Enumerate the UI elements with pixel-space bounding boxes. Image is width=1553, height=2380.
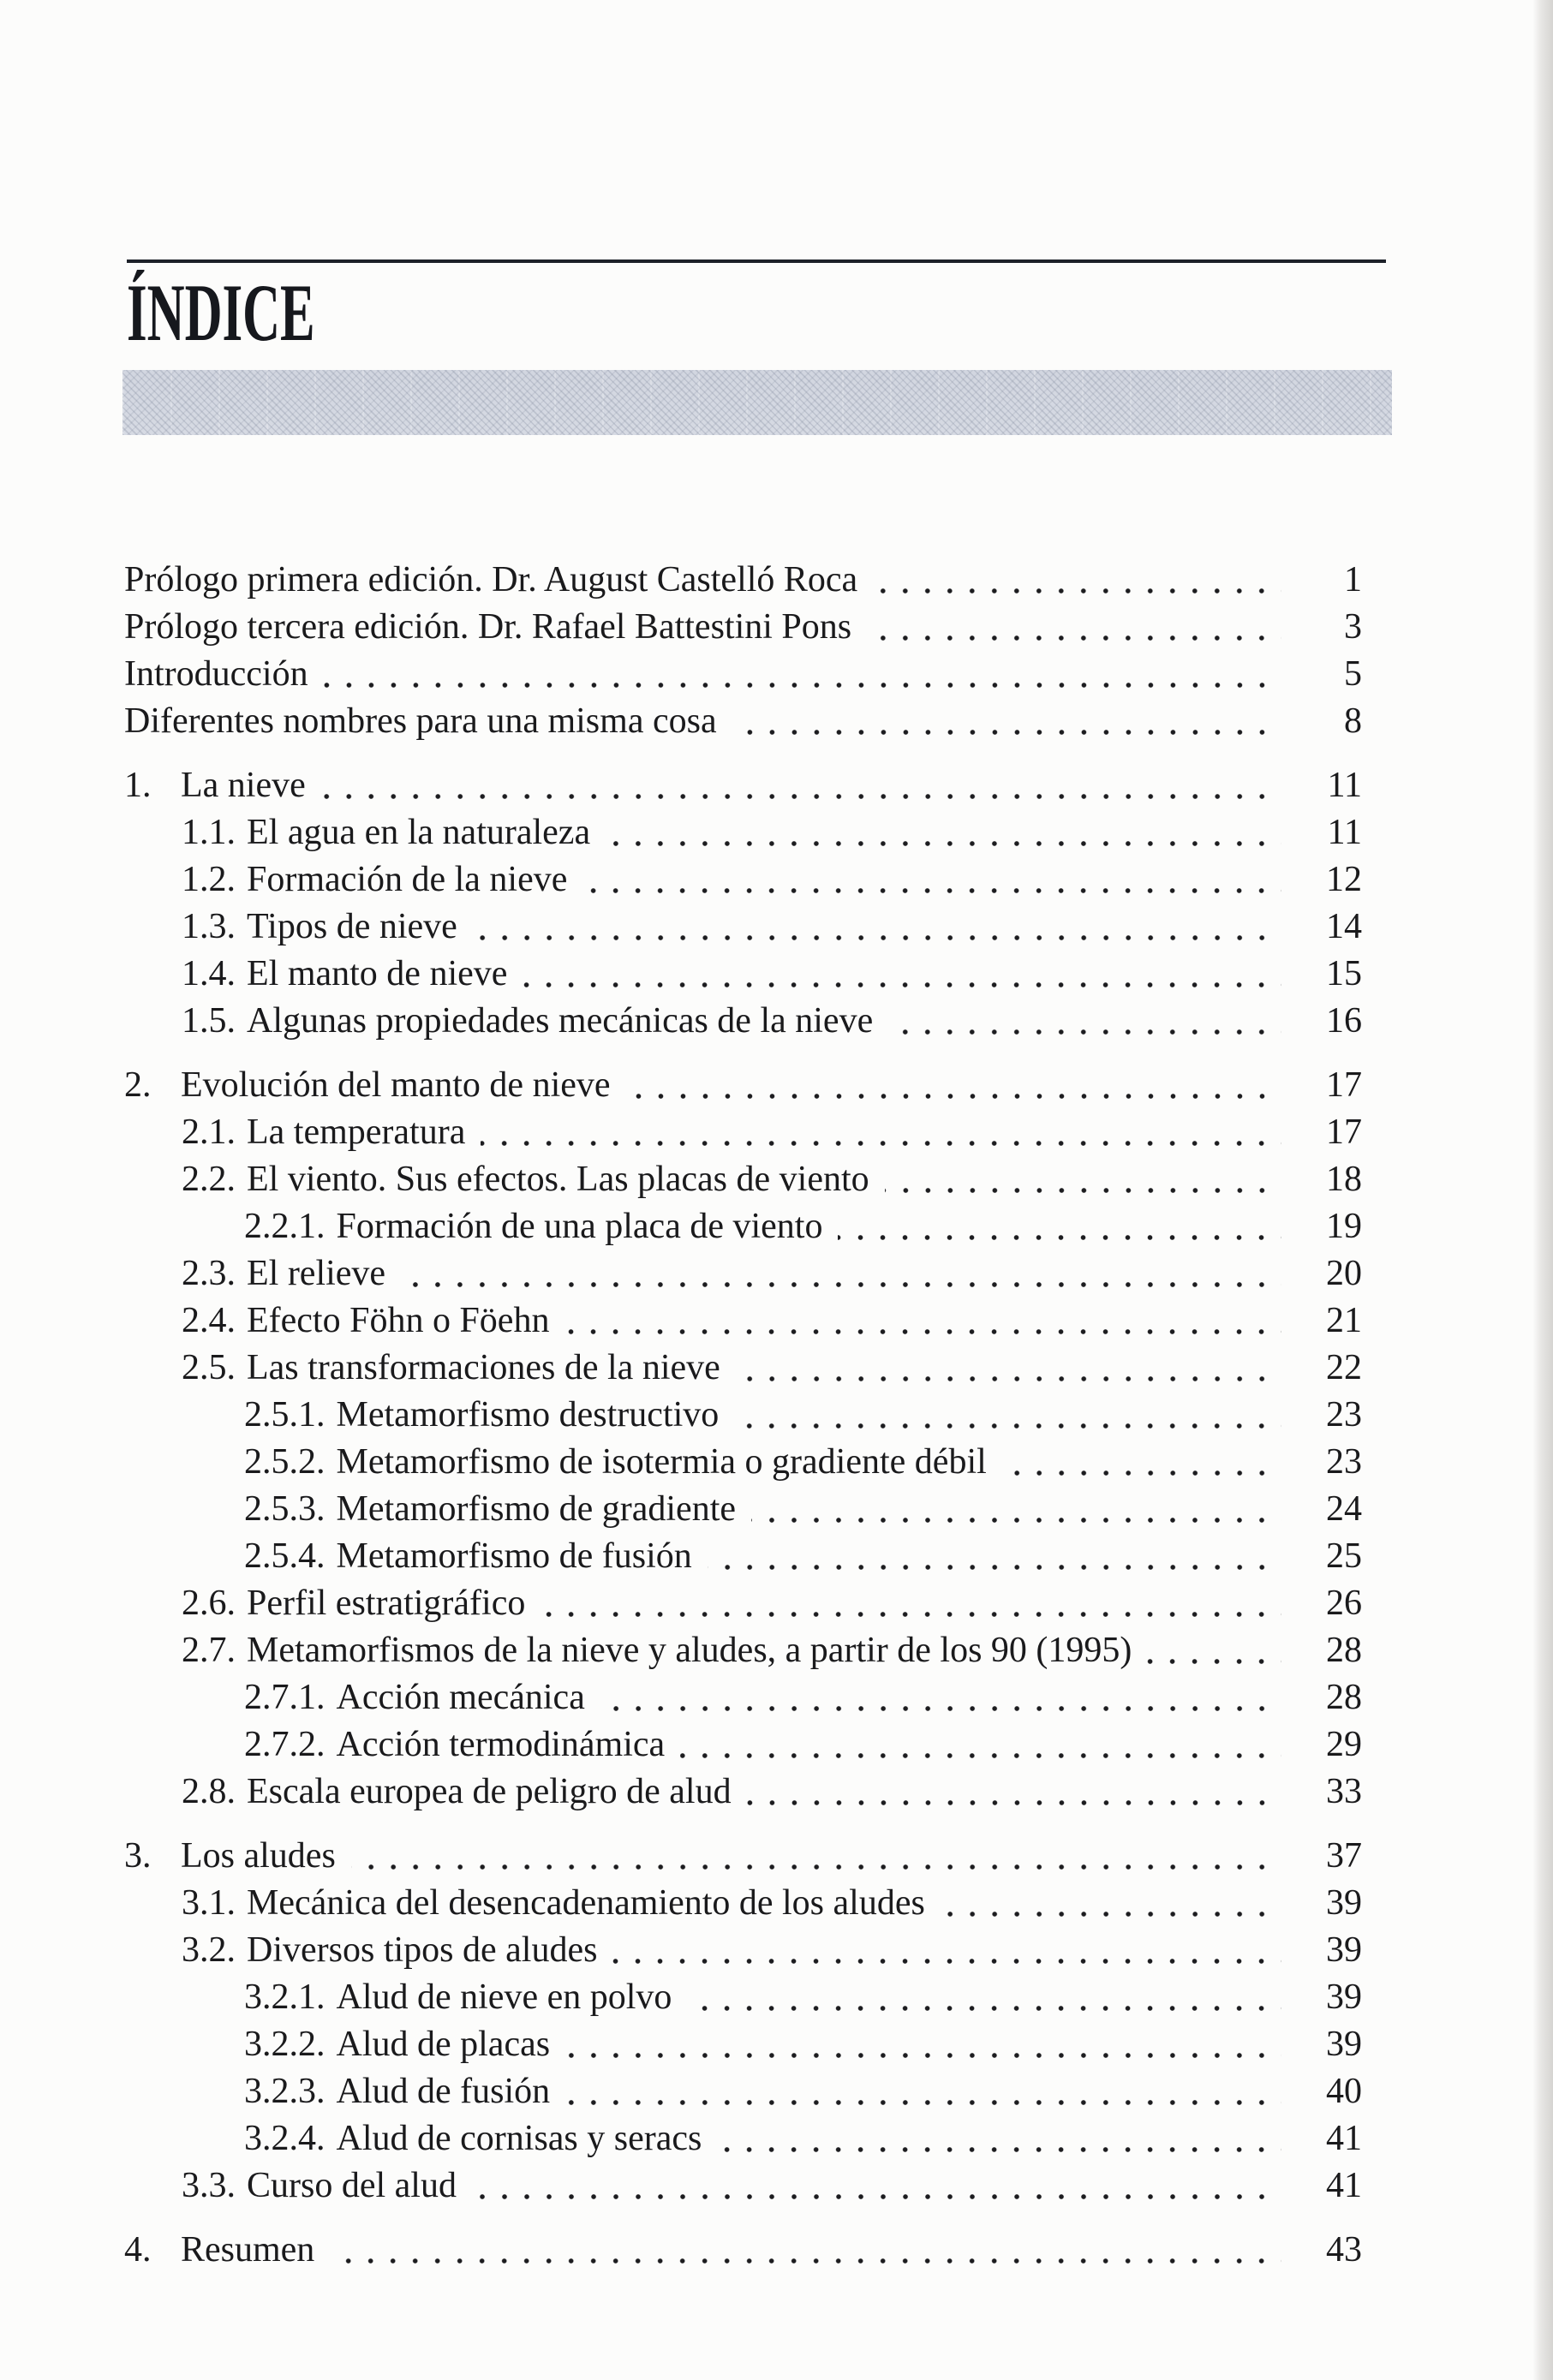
entry-title: Prólogo tercera edición. Dr. Rafael Battestini Pons (124, 607, 852, 647)
dot-leader (481, 1141, 1281, 1146)
dot-leader (330, 2258, 1281, 2264)
entry-number: 2.8. (182, 1772, 236, 1811)
entry-title: Las transformaciones de la nieve (247, 1348, 720, 1387)
entry-number: 3.2.4. (244, 2119, 326, 2158)
dot-leader (582, 888, 1281, 893)
toc-entry (124, 1927, 1362, 1974)
toc-entry (124, 1880, 1362, 1927)
entry-number: 1.4. (182, 954, 236, 993)
entry-title: La nieve (181, 766, 306, 805)
entry-number: 3.1. (182, 1883, 236, 1923)
page-number: 11 (1327, 813, 1362, 852)
entry-number: 2.2. (182, 1160, 236, 1199)
toc-entry (124, 1062, 1362, 1109)
page-number: 21 (1326, 1301, 1362, 1340)
page-number: 17 (1326, 1065, 1362, 1105)
toc-entry (124, 904, 1362, 951)
toc-entry (124, 1297, 1362, 1345)
entry-title: Alud de cornisas y seracs (336, 2119, 702, 2158)
page-number: 12 (1326, 860, 1362, 899)
entry-title: Curso del alud (247, 2166, 457, 2205)
entry-title: Resumen (181, 2230, 315, 2270)
entry-number: 2.5. (182, 1348, 236, 1387)
dot-leader (351, 1864, 1281, 1870)
entry-title: Formación de la nieve (247, 860, 568, 899)
page-number: 39 (1326, 1930, 1362, 1970)
page-number: 25 (1326, 1536, 1362, 1576)
entry-number: 2.1. (182, 1112, 236, 1152)
toc-entry (124, 1250, 1362, 1297)
page-number: 20 (1326, 1254, 1362, 1293)
entry-number: 3.2.2. (244, 2025, 326, 2064)
dot-leader (1147, 1659, 1281, 1664)
entry-title: Escala europea de peligro de alud (247, 1772, 732, 1811)
page-number: 15 (1326, 954, 1362, 993)
dot-leader (717, 2147, 1281, 2152)
page-number: 43 (1326, 2230, 1362, 2270)
page-number: 29 (1326, 1725, 1362, 1764)
dot-leader (600, 1706, 1281, 1711)
entry-number: 2.6. (182, 1584, 236, 1623)
entry-number: 2.7.1. (244, 1678, 326, 1717)
entry-number: 2.5.3. (244, 1489, 326, 1529)
entry-number: 2.5.4. (244, 1536, 326, 1576)
entry-number: 1.1. (182, 813, 236, 852)
dot-leader (606, 841, 1281, 846)
toc-entry (124, 2162, 1362, 2210)
page-number: 28 (1326, 1631, 1362, 1670)
scan-edge-shadow (1532, 0, 1553, 2380)
entry-title: Metamorfismo de isotermia o gradiente débil (336, 1442, 987, 1482)
dot-leader (888, 1029, 1281, 1035)
page-number: 28 (1326, 1678, 1362, 1717)
entry-title: Alud de nieve en polvo (336, 1977, 672, 2017)
page-title: ÍNDICE (127, 267, 315, 358)
toc-entry (124, 604, 1362, 651)
toc-entry (124, 698, 1362, 745)
toc-entry (124, 1627, 1362, 1674)
entry-number: 3. (124, 1836, 152, 1876)
toc-entry (124, 2068, 1362, 2115)
toc-entry (124, 1674, 1362, 1721)
dot-leader (941, 1912, 1281, 1917)
toc-entry (124, 2227, 1362, 2274)
page-number: 17 (1326, 1112, 1362, 1152)
dot-leader (565, 2100, 1281, 2105)
page-number: 1 (1344, 560, 1362, 599)
dot-leader (626, 1094, 1281, 1099)
page-number: 41 (1326, 2166, 1362, 2205)
dot-leader (472, 2194, 1281, 2199)
table-of-contents (124, 557, 1362, 2274)
entry-title: Tipos de nieve (247, 907, 457, 946)
toc-entry (124, 1392, 1362, 1439)
toc-entry (124, 651, 1362, 698)
dot-leader (708, 1565, 1281, 1570)
entry-title: Algunas propiedades mecánicas de la nieve (247, 1001, 874, 1041)
entry-title: Metamorfismo destructivo (336, 1395, 720, 1435)
dot-leader (1002, 1470, 1281, 1476)
toc-entry (124, 998, 1362, 1045)
entry-number: 2.4. (182, 1301, 236, 1340)
entry-title: El viento. Sus efectos. Las placas de viento (247, 1160, 869, 1199)
toc-entry (124, 951, 1362, 998)
dot-leader (473, 935, 1281, 940)
entry-number: 1.3. (182, 907, 236, 946)
dot-leader (680, 1753, 1281, 1758)
page-number: 18 (1326, 1160, 1362, 1199)
entry-number: 2.3. (182, 1254, 236, 1293)
entry-title: Formación de una placa de viento (336, 1207, 823, 1246)
entry-number: 2.7. (182, 1631, 236, 1670)
entry-number: 3.3. (182, 2166, 236, 2205)
toc-entry (124, 2021, 1362, 2068)
page-number: 19 (1326, 1207, 1362, 1246)
entry-title: Acción mecánica (336, 1678, 585, 1717)
page-number: 3 (1344, 607, 1362, 647)
toc-entry (124, 2115, 1362, 2162)
entry-number: 1.5. (182, 1001, 236, 1041)
toc-entry (124, 762, 1362, 809)
toc-entry (124, 1974, 1362, 2021)
toc-entry (124, 1109, 1362, 1156)
entry-number: 3.2.3. (244, 2072, 326, 2111)
toc-entry (124, 809, 1362, 856)
page-number: 22 (1326, 1348, 1362, 1387)
page-number: 5 (1344, 654, 1362, 694)
page-number: 37 (1326, 1836, 1362, 1876)
toc-entry (124, 1580, 1362, 1627)
toc-entry (124, 1721, 1362, 1769)
entry-number: 2.5.1. (244, 1395, 326, 1435)
dot-leader (747, 1800, 1281, 1805)
entry-title: Metamorfismos de la nieve y aludes, a partir de los 90 (1995) (247, 1631, 1132, 1670)
entry-number: 2.7.2. (244, 1725, 326, 1764)
dot-leader (401, 1282, 1281, 1287)
toc-entry (124, 1439, 1362, 1486)
dot-leader (564, 1329, 1281, 1334)
page-number: 23 (1326, 1442, 1362, 1482)
dot-leader (324, 683, 1281, 688)
entry-title: Acción termodinámica (336, 1725, 666, 1764)
toc-entry (124, 557, 1362, 604)
dot-leader (523, 982, 1281, 987)
page-number: 16 (1326, 1001, 1362, 1041)
entry-number: 1. (124, 766, 152, 805)
entry-title: Evolución del manto de nieve (181, 1065, 611, 1105)
header-rule (127, 259, 1386, 263)
toc-entry (124, 1486, 1362, 1533)
dot-leader (867, 635, 1281, 641)
toc-entry (124, 1533, 1362, 1580)
entry-number: 3.2. (182, 1930, 236, 1970)
toc-entry (124, 1156, 1362, 1203)
dot-leader (565, 2053, 1281, 2058)
toc-entry (124, 1833, 1362, 1880)
page-number: 26 (1326, 1584, 1362, 1623)
page-number: 39 (1326, 1883, 1362, 1923)
page-number: 11 (1327, 766, 1362, 805)
dot-leader (736, 1376, 1281, 1381)
entry-title: Metamorfismo de gradiente (336, 1489, 737, 1529)
dot-leader (687, 2006, 1281, 2011)
page-number: 40 (1326, 2072, 1362, 2111)
entry-title: Prólogo primera edición. Dr. August Castelló Roca (124, 560, 858, 599)
entry-title: Alud de fusión (336, 2072, 551, 2111)
dot-leader (732, 730, 1281, 735)
entry-number: 2.2.1. (244, 1207, 326, 1246)
page-number: 14 (1326, 907, 1362, 946)
entry-number: 1.2. (182, 860, 236, 899)
entry-title: Diferentes nombres para una misma cosa (124, 701, 717, 741)
dot-leader (838, 1235, 1281, 1240)
title-banner (122, 370, 1392, 435)
dot-leader (885, 1188, 1281, 1193)
entry-number: 2.5.2. (244, 1442, 326, 1482)
dot-leader (612, 1959, 1281, 1964)
dot-leader (541, 1612, 1281, 1617)
entry-title: Metamorfismo de fusión (336, 1536, 692, 1576)
page-number: 39 (1326, 1977, 1362, 2017)
toc-entry (124, 1769, 1362, 1816)
page-number: 8 (1344, 701, 1362, 741)
entry-title: Perfil estratigráfico (247, 1584, 526, 1623)
page-number: 24 (1326, 1489, 1362, 1529)
entry-number: 3.2.1. (244, 1977, 326, 2017)
entry-title: Efecto Föhn o Föehn (247, 1301, 550, 1340)
dot-leader (734, 1423, 1281, 1429)
entry-title: Alud de placas (336, 2025, 551, 2064)
toc-entry (124, 1203, 1362, 1250)
dot-leader (873, 588, 1281, 594)
dot-leader (751, 1518, 1281, 1523)
entry-title: El manto de nieve (247, 954, 508, 993)
entry-title: La temperatura (247, 1112, 466, 1152)
entry-title: Diversos tipos de aludes (247, 1930, 598, 1970)
entry-number: 2. (124, 1065, 152, 1105)
page-number: 33 (1326, 1772, 1362, 1811)
page-number: 41 (1326, 2119, 1362, 2158)
entry-title: Introducción (124, 654, 308, 694)
entry-title: Los aludes (181, 1836, 336, 1876)
entry-number: 4. (124, 2230, 152, 2270)
dot-leader (321, 794, 1281, 799)
entry-title: Mecánica del desencadenamiento de los aludes (247, 1883, 925, 1923)
toc-entry (124, 856, 1362, 904)
entry-title: El agua en la naturaleza (247, 813, 591, 852)
page-number: 23 (1326, 1395, 1362, 1435)
page-number: 39 (1326, 2025, 1362, 2064)
toc-entry (124, 1345, 1362, 1392)
entry-title: El relieve (247, 1254, 386, 1293)
